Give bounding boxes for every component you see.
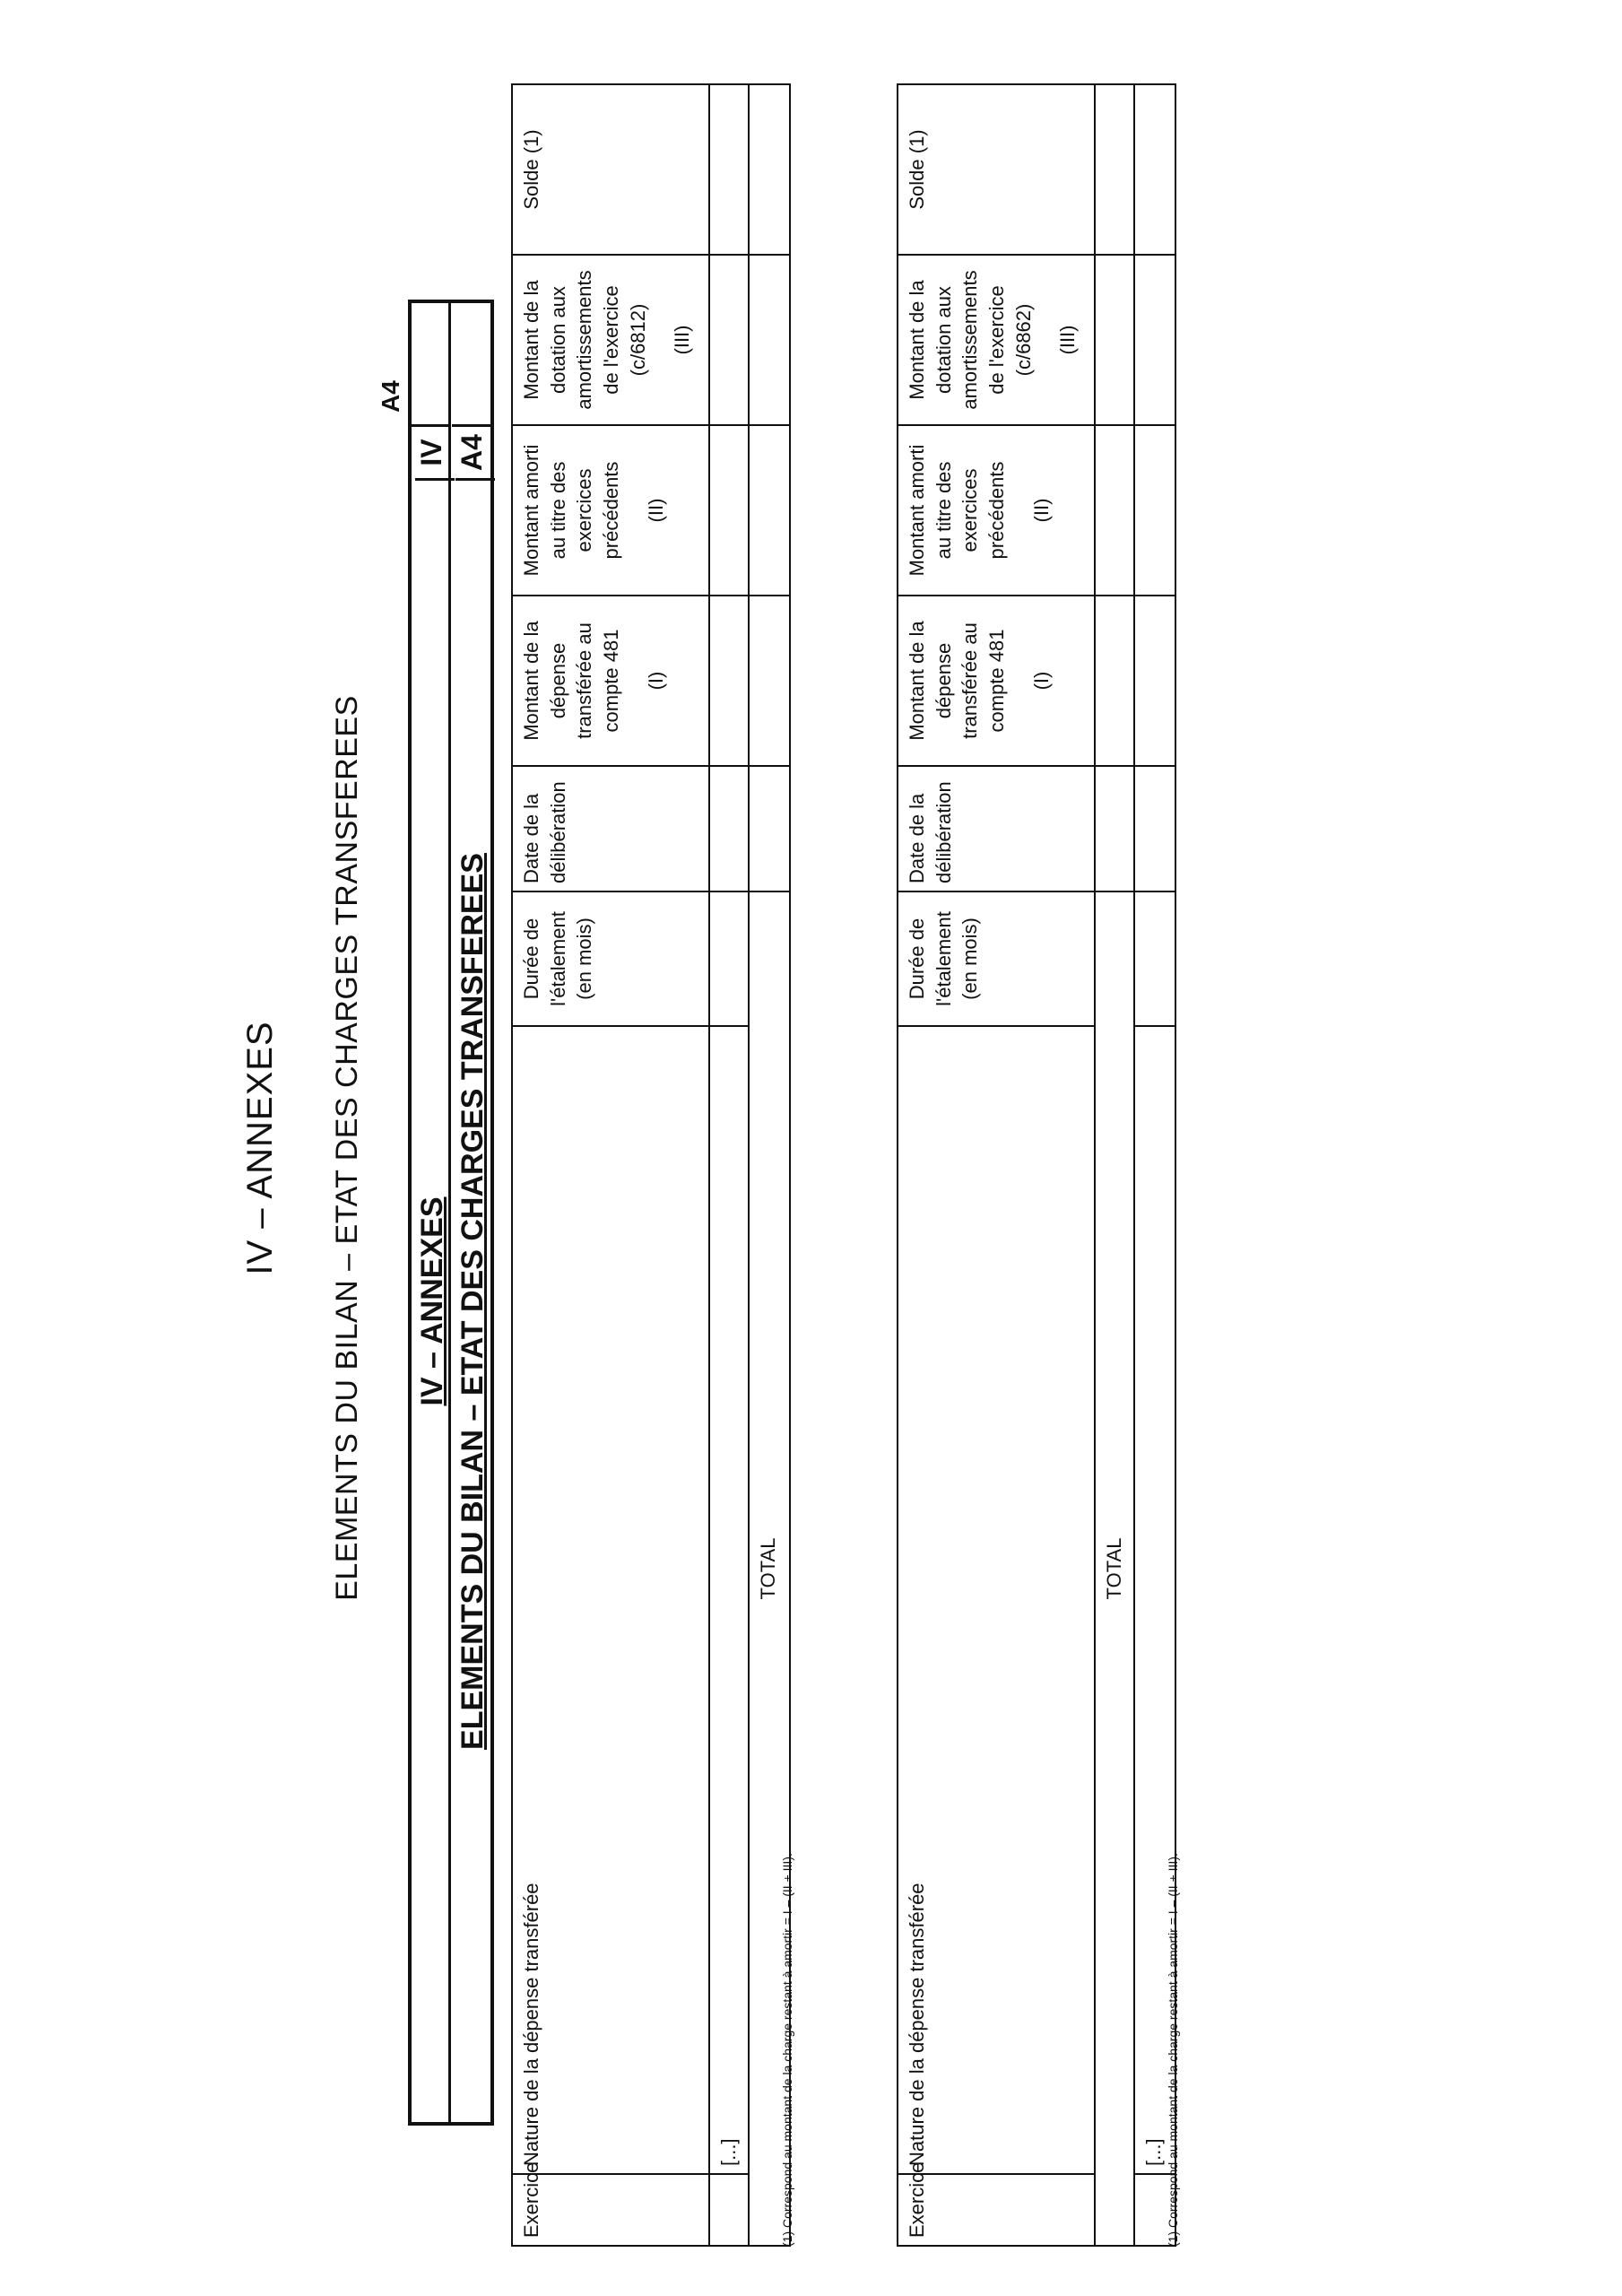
section-header-box	[408, 300, 494, 2126]
table-cell	[709, 596, 749, 766]
col-header-roman-i: (I)	[1029, 671, 1053, 691]
section-header-spacer	[452, 303, 491, 427]
section-header-row-bilan	[452, 303, 491, 2122]
page-title: IV – ANNEXES	[240, 1021, 280, 1275]
table-cell	[1134, 891, 1175, 1026]
table-header-row	[898, 84, 1095, 2246]
col-header-montant-amorti-label: Montant amorti au titre des exercices précédents	[906, 444, 1009, 577]
col-header-duree: Durée de l'étalement (en mois)	[898, 891, 1095, 1026]
col-header-montant-amorti	[512, 425, 709, 596]
table-cell	[709, 891, 749, 1026]
col-header-exercice: Exercice	[898, 2174, 1095, 2246]
table-footnote: (1) Correspond au montant de la charge restant à amortir = I – (II + III).	[1166, 1853, 1180, 2247]
col-header-montant-amorti	[898, 425, 1095, 596]
table-cell	[709, 766, 749, 891]
section-header-annexes-label: IV – ANNEXES	[415, 1196, 449, 1406]
charges-transferees-table-6862	[897, 83, 1176, 2247]
table-header-row	[512, 84, 709, 2246]
section-header-annexes-code: IV	[415, 427, 455, 481]
col-header-montant-transfere	[898, 596, 1095, 766]
total-label: TOTAL	[749, 891, 790, 2246]
section-header-bilan-label: ELEMENTS DU BILAN – ETAT DES CHARGES TRANSFEREES	[455, 853, 490, 1750]
col-header-solde: Solde (1)	[898, 84, 1095, 255]
col-header-dotation	[898, 255, 1095, 425]
col-header-solde: Solde (1)	[512, 84, 709, 255]
col-header-montant-transfere	[512, 596, 709, 766]
col-header-roman-i: (I)	[644, 671, 667, 691]
col-header-dotation-label: Montant de la dotation aux amortissements de l'exercice (c/6862)	[906, 270, 1035, 410]
section-header-spacer	[412, 303, 451, 427]
col-header-roman-ii: (II)	[1029, 498, 1053, 523]
col-header-date: Date de la délibération	[898, 766, 1095, 891]
table-cell	[1134, 84, 1175, 255]
total-dotation	[1095, 255, 1134, 425]
table-cell	[1134, 255, 1175, 425]
table-cell-ellipsis: [...]	[709, 1026, 749, 2174]
col-header-montant-amorti-label: Montant amorti au titre des exercices précédents	[520, 444, 623, 577]
page-subtitle: ELEMENTS DU BILAN – ETAT DES CHARGES TRANSFEREES	[330, 695, 364, 1601]
total-label: TOTAL	[1095, 891, 1134, 2246]
table-cell	[1095, 766, 1134, 891]
col-header-roman-ii: (II)	[644, 498, 667, 523]
table-cell	[709, 255, 749, 425]
table-cell	[1134, 425, 1175, 596]
table-cell	[1134, 596, 1175, 766]
total-montant-amorti	[1095, 425, 1134, 596]
col-header-duree: Durée de l'étalement (en mois)	[512, 891, 709, 1026]
table-footnote: (1) Correspond au montant de la charge restant à amortir = I – (II + III).	[780, 1853, 794, 2247]
total-montant-amorti	[749, 425, 790, 596]
col-header-roman-iii: (III)	[671, 325, 694, 355]
total-montant-transfere	[749, 596, 790, 766]
col-header-nature: Nature de la dépense transférée	[512, 1026, 709, 2174]
col-header-exercice: Exercice	[512, 2174, 709, 2246]
col-header-montant-transfere-label: Montant de la dépense transférée au compte 481	[520, 621, 623, 741]
total-montant-transfere	[1095, 596, 1134, 766]
table-cell	[709, 2174, 749, 2246]
table-cell	[709, 425, 749, 596]
total-solde	[749, 84, 790, 255]
table-cell-ellipsis: [...]	[1134, 1026, 1175, 2174]
total-dotation	[749, 255, 790, 425]
col-header-dotation	[512, 255, 709, 425]
table-cell	[749, 766, 790, 891]
col-header-dotation-label: Montant de la dotation aux amortissements de l'exercice (c/6812)	[520, 270, 649, 410]
page-reference-code: A4	[377, 380, 404, 413]
table-row	[709, 84, 749, 2246]
table-cell	[1134, 766, 1175, 891]
col-header-nature: Nature de la dépense transférée	[898, 1026, 1095, 2174]
table-cell	[709, 84, 749, 255]
col-header-roman-iii: (III)	[1056, 325, 1080, 355]
section-header-row-annexes	[412, 303, 451, 2122]
col-header-montant-transfere-label: Montant de la dépense transférée au compte 481	[906, 621, 1009, 741]
charges-transferees-table-6812	[511, 83, 791, 2247]
section-header-bilan-code: A4	[455, 427, 495, 481]
col-header-date: Date de la délibération	[512, 766, 709, 891]
total-solde	[1095, 84, 1134, 255]
table-total-row	[1095, 84, 1134, 2246]
